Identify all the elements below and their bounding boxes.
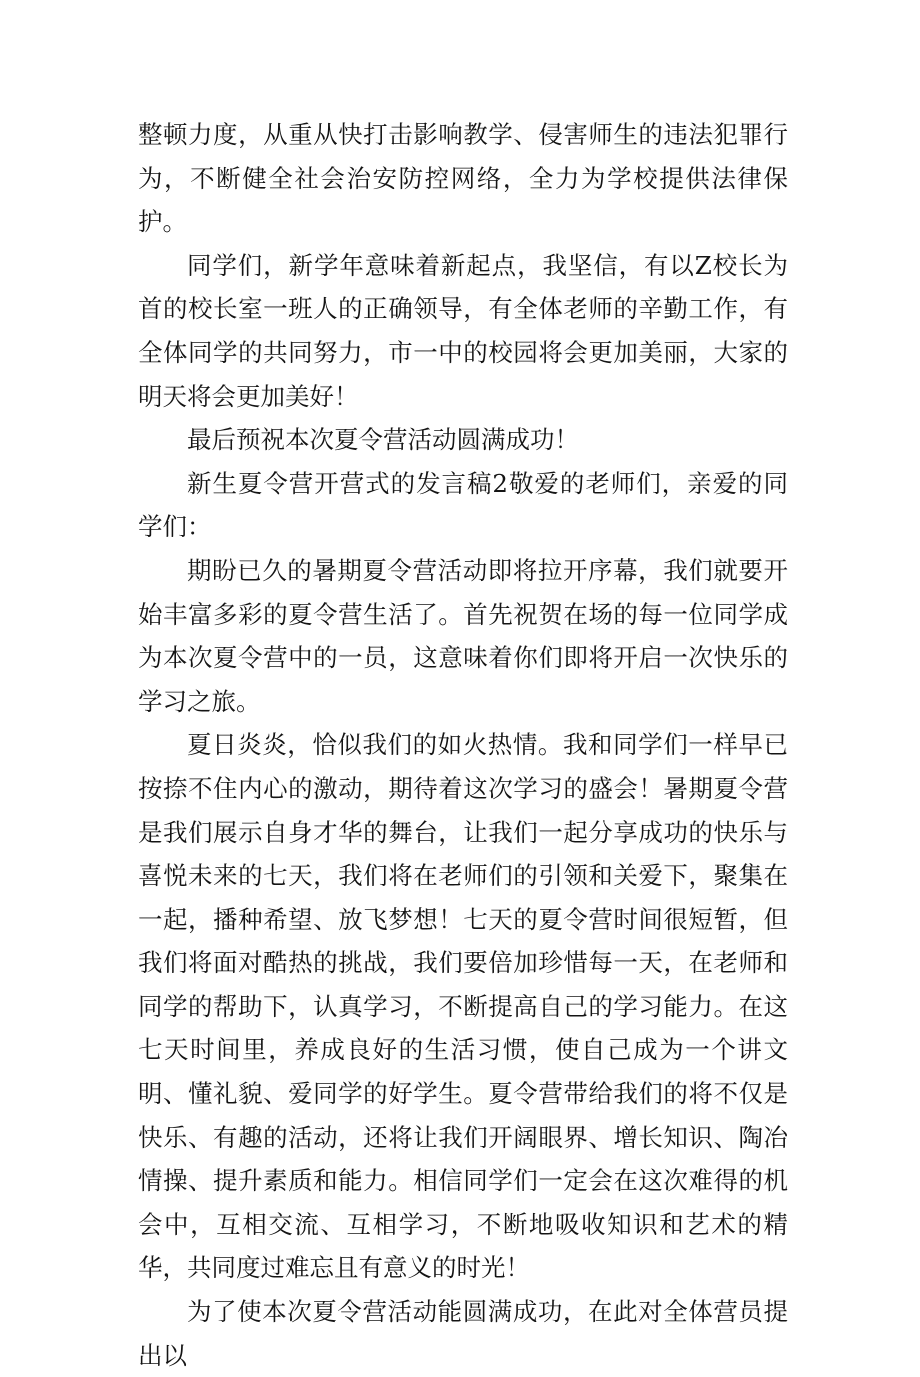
paragraph-final-wish: 最后预祝本次夏令营活动圆满成功！ [187,425,579,455]
paragraph-speech-title-greeting: 新生夏令营开营式的发言稿2敬爱的老师们，亲爱的同学们： [138,468,788,542]
paragraph-opening: 期盼已久的暑期夏令营活动即将拉开序幕，我们就要开始丰富多彩的夏令营生活了。首先祝贺在场的每一位同学成为本次夏令营中的一员，这意味着你们即将开启一次快乐的学习之旅。 [138,555,788,716]
paragraph-continuation: 整顿力度，从重从快打击影响教学、侵害师生的违法犯罪行为，不断健全社会治安防控网络，全力为学校提供法律保护。 [138,120,788,237]
paragraph-closing-wishes: 同学们，新学年意味着新起点，我坚信，有以Z校长为首的校长室一班人的正确领导，有全体老师的辛勤工作，有全体同学的共同努力，市一中的校园将会更加美丽，大家的明天将会更加美好！ [138,250,788,411]
paragraph-requirements-intro: 为了使本次夏令营活动能圆满成功，在此对全体营员提出以 [138,1297,788,1370]
document-body [138,113,788,1377]
paragraph-summer-camp: 夏日炎炎，恰似我们的如火热情。我和同学们一样早已按捺不住内心的激动，期待着这次学习的盛会！暑期夏令营是我们展示自身才华的舞台，让我们一起分享成功的快乐与喜悦未来的七天，我们将在老师们的引领和关爱下，聚集在一起，播种希望、放飞梦想！七天的夏令营时间很短暂，但我们将面对酷热的挑战，我们要倍加珍惜每一天，在老师和同学的帮助下，认真学习，不断提高自己的学习能力。在这七天时间里，养成良好的生活习惯，使自己成为一个讲文明、懂礼貌、爱同学的好学生。夏令营带给我们的将不仅是快乐、有趣的活动，还将让我们开阔眼界、增长知识、陶冶情操、提升素质和能力。相信同学们一定会在这次难得的机会中，互相交流、互相学习，不断地吸收知识和艺术的精华，共同度过难忘且有意义的时光！ [138,730,788,1283]
